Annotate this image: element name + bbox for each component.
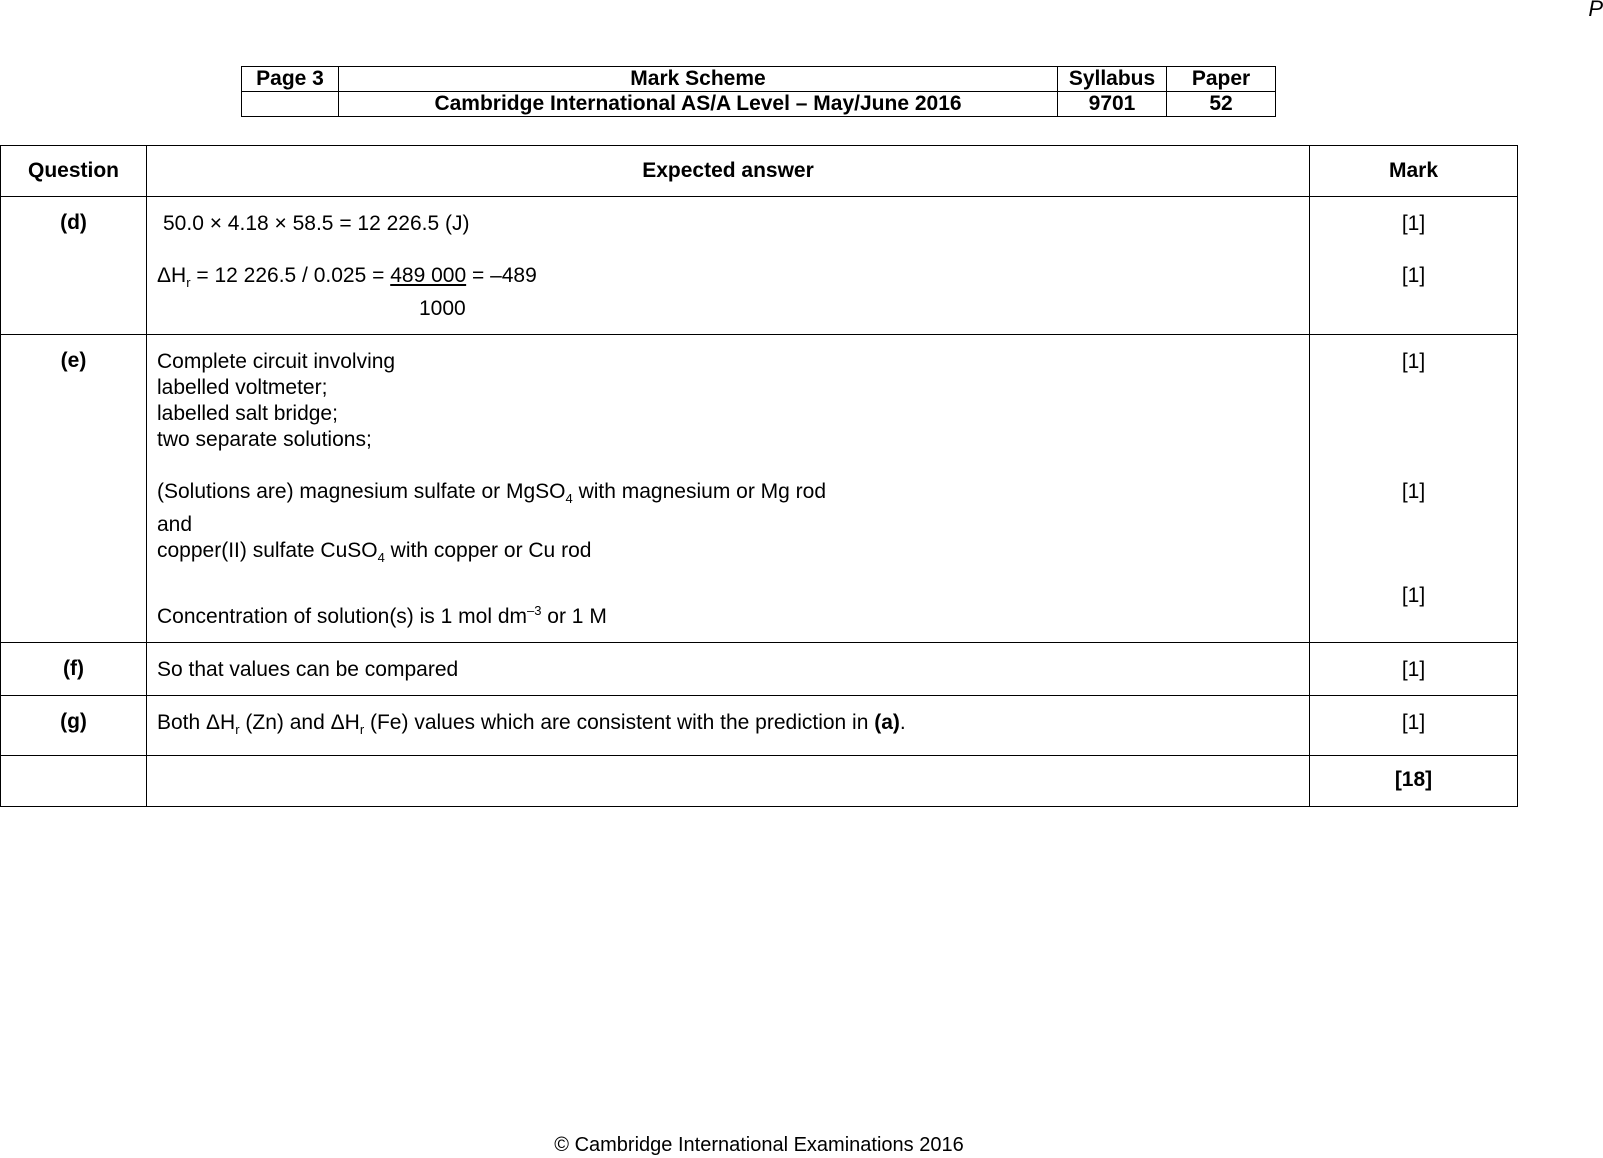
total-row (1, 755, 1518, 806)
question-e: (e) (1, 335, 147, 642)
mark-d: [1] [1] (1310, 197, 1518, 335)
mark-scheme-table (0, 145, 1518, 807)
doc-subtitle: Cambridge International AS/A Level – May/June 2016 (339, 92, 1058, 117)
col-mark: Mark (1310, 146, 1518, 197)
syllabus-code: 9701 (1058, 92, 1167, 117)
table-row (1, 335, 1518, 642)
paper-label: Paper (1167, 67, 1276, 92)
paper-code: 52 (1167, 92, 1276, 117)
question-f: (f) (1, 642, 147, 695)
page-number: Page 3 (242, 67, 339, 92)
answer-line: $\Delta H_r = 12$ 226.5 / 0.025 = 489 000 = –489 (157, 264, 537, 291)
answer-e: Complete circuit involving labelled voltmeter; labelled salt bridge; two separate solutions; (Solutions are) magnesium sulfate or MgSO$_4$ with magnesium or Mg rod and copper(II) sulfate CuSO$_4$ with copper or Cu rod Concentration of solution(s) is 1 mol $dm^{-3}$ or 1 M (147, 335, 1310, 642)
mark-f: [1] (1310, 642, 1518, 695)
question-g: (g) (1, 695, 147, 755)
col-question: Question (1, 146, 147, 197)
doc-title: Mark Scheme (339, 67, 1058, 92)
table-row (1, 197, 1518, 335)
table-row (1, 642, 1518, 695)
col-answer: Expected answer (147, 146, 1310, 197)
header-table (241, 66, 1276, 117)
total-mark: [18] (1310, 755, 1518, 806)
corner-mark: P (1588, 0, 1603, 21)
fraction-denominator: 1000 (419, 297, 466, 321)
table-row (1, 695, 1518, 755)
mark-g: [1] (1310, 695, 1518, 755)
answer-g: Both $\Delta H_r$ (Zn) and $\Delta H_r$ (Fe) values which are consistent with the prediction in (a). (147, 695, 1310, 755)
syllabus-label: Syllabus (1058, 67, 1167, 92)
answer-line: 50.0 × 4.18 × 58.5 = 12 226.5 (J) (163, 212, 470, 235)
answer-f: So that values can be compared (147, 642, 1310, 695)
page-blank (242, 92, 339, 117)
copyright-footer: © Cambridge International Examinations 2016 (554, 1134, 964, 1156)
answer-d (147, 197, 1310, 335)
question-d: (d) (1, 197, 147, 335)
mark-e: [1] [1] [1] (1310, 335, 1518, 642)
